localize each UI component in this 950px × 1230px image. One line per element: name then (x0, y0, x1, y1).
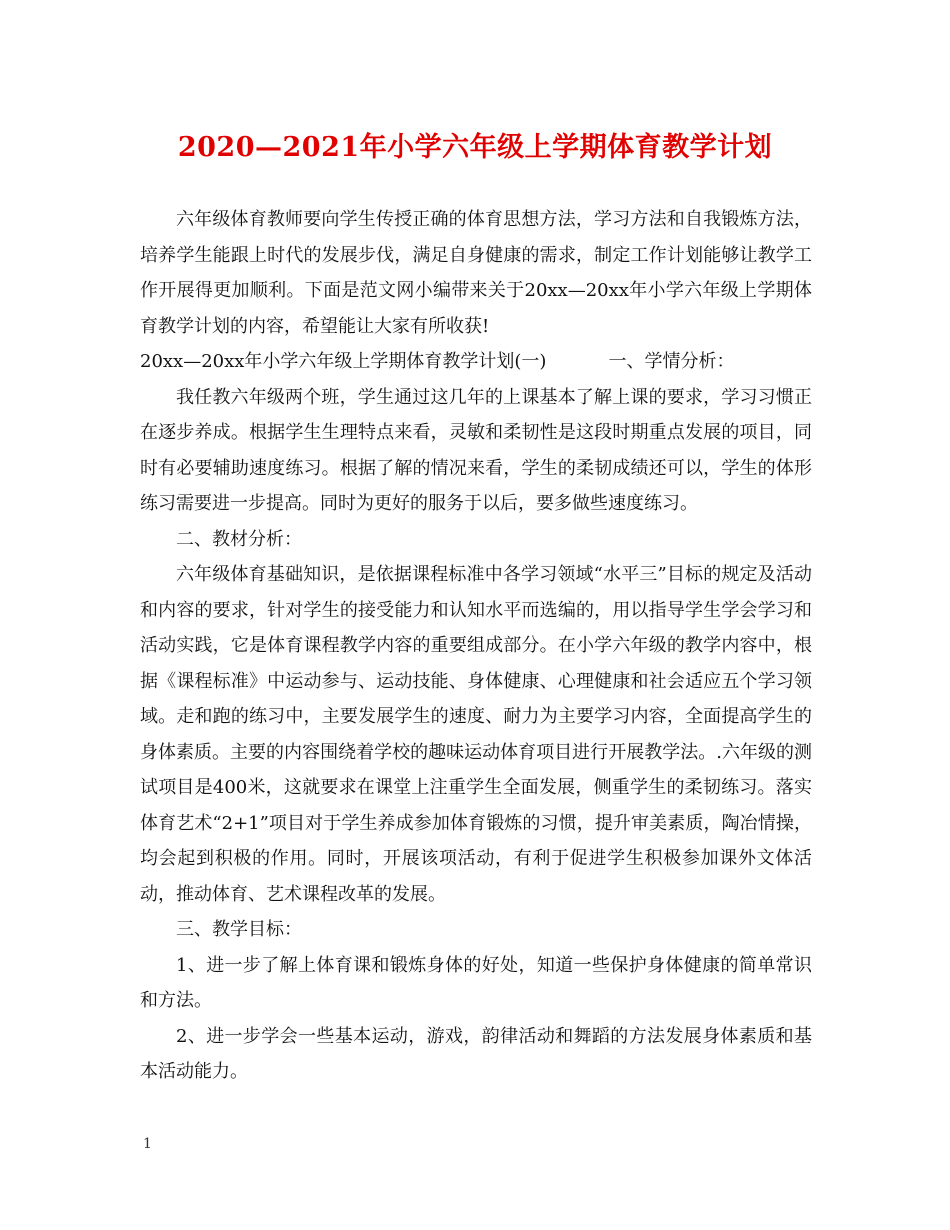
intro-paragraph: 六年级体育教师要向学生传授正确的体育思想方法，学习方法和自我锻炼方法，培养学生能跟上时代的发展步伐，满足自身健康的需求，制定工作计划能够让教学工作开展得更加顺利。下面是范文网小编带来关于20xx—20xx年小学六年级上学期体育教学计划的内容，希望能让大家有所收获! (140, 209, 812, 337)
goal-1-paragraph: 1、进一步了解上体育课和锻炼身体的好处，知道一些保护身体健康的简单常识和方法。 (140, 954, 812, 1011)
document-title: 2020—2021年小学六年级上学期体育教学计划 (177, 132, 773, 163)
goal-2-paragraph: 2、进一步学会一些基本运动，游戏，韵律活动和舞蹈的方法发展身体素质和基本活动能力。 (140, 1025, 812, 1082)
section1-paragraph: 我任教六年级两个班，学生通过这几年的上课基本了解上课的要求，学习习惯正在逐步养成。根据学生生理特点来看，灵敏和柔韧性是这段时期重点发展的项目，同时有必要辅助速度练习。根据了解的情况来看，学生的柔韧成绩还可以，学生的体形练习需要进一步提高。同时为更好的服务于以后，要多做些速度练习。 (140, 386, 812, 514)
plan-heading: 20xx—20xx年小学六年级上学期体育教学计划(一) (140, 351, 547, 372)
document-body (140, 202, 812, 1090)
section2-paragraph: 六年级体育基础知识，是依据课程标准中各学习领域“水平三”目标的规定及活动和内容的要求，针对学生的接受能力和认知水平而选编的，用以指导学生学会学习和活动实践，它是体育课程教学内容的重要组成部分。在小学六年级的教学内容中，根据《课程标准》中运动参与、运动技能、身体健康、心理健康和社会适应五个学习领域。走和跑的练习中，主要发展学生的速度、耐力为主要学习内容，全面提高学生的身体素质。主要的内容围绕着学校的趣味运动体育项目进行开展教学法。.六年级的测试项目是400米，这就要求在课堂上注重学生全面发展，侧重学生的柔韧练习。落实体育艺术“2+1”项目对于学生养成参加体育锻炼的习惯，提升审美素质，陶冶情操，均会起到积极的作用。同时，开展该项活动，有利于促进学生积极参加课外文体活动，推动体育、艺术课程改革的发展。 (140, 564, 812, 905)
plan-heading-line (140, 344, 812, 380)
section1-heading: 一、学情分析： (608, 351, 735, 372)
page-number: 1 (143, 1136, 152, 1152)
section2-heading: 二、教材分析： (176, 528, 302, 550)
section3-heading: 三、教学目标： (176, 919, 302, 940)
